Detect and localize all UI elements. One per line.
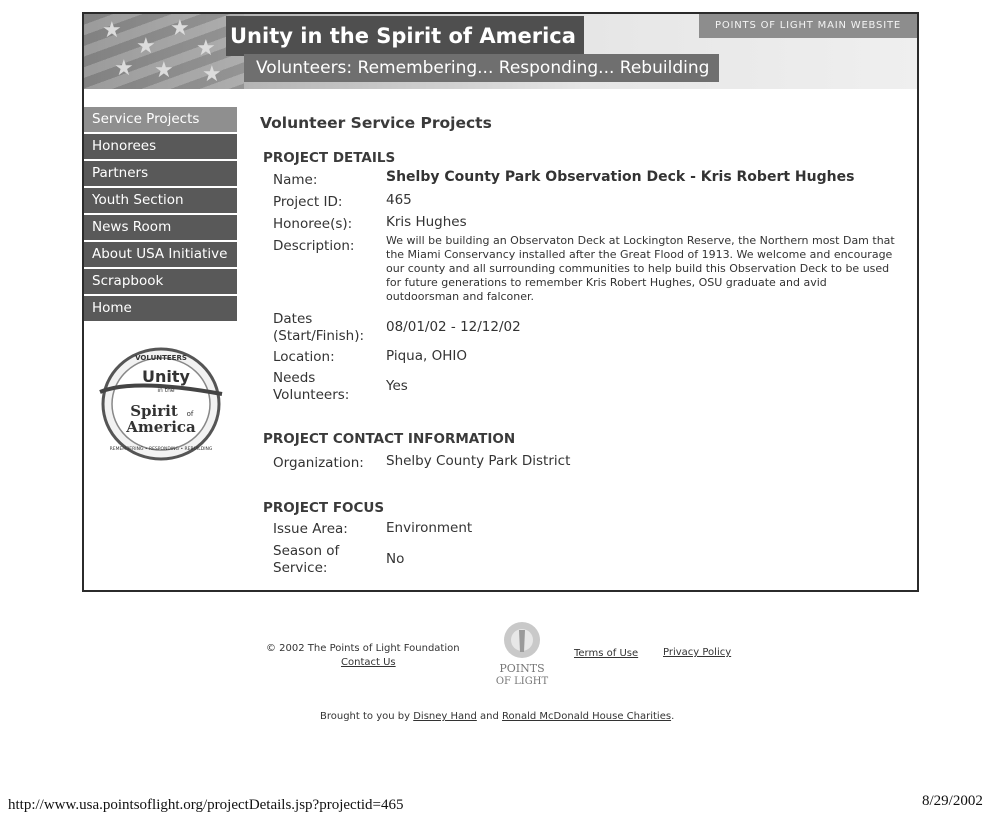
season-label-line1: Season of (273, 543, 340, 559)
seal-bottom-text: REMEMBERING • RESPONDING • REBUILDING (109, 447, 213, 452)
star-icon: ★ (102, 18, 122, 43)
print-date: 8/29/2002 (922, 793, 983, 809)
dates-label-line1: Dates (273, 311, 313, 327)
needs-volunteers-value: Yes (386, 378, 408, 394)
issue-area-label: Issue Area: (273, 521, 348, 537)
season-of-service-value: No (386, 551, 405, 567)
seal-of-text: of (186, 410, 194, 418)
organization-value: Shelby County Park District (386, 453, 571, 469)
sidebar-nav (84, 107, 237, 323)
star-icon: ★ (196, 36, 216, 61)
rmhc-link[interactable]: Ronald McDonald House Charities (502, 711, 672, 722)
disney-hand-link[interactable]: Disney Hand (413, 711, 477, 722)
star-icon: ★ (170, 16, 190, 41)
dates-label-line2: (Start/Finish): (273, 328, 365, 344)
location-value: Piqua, OHIO (386, 348, 467, 364)
season-label-line2: Service: (273, 560, 328, 576)
star-icon: ★ (136, 34, 156, 59)
dates-label (273, 311, 364, 345)
nav-service-projects[interactable]: Service Projects (84, 107, 237, 132)
season-of-service-label (273, 543, 339, 577)
seal-unity-text: Unity (142, 367, 190, 386)
location-label: Location: (273, 349, 335, 365)
seal-america-text: America (126, 418, 196, 436)
unity-seal-logo (94, 344, 229, 464)
nav-home[interactable]: Home (84, 296, 237, 321)
brought-by-text: Brought to you by (320, 711, 411, 722)
contact-info-heading: PROJECT CONTACT INFORMATION (263, 431, 516, 447)
points-of-light-logo (490, 620, 555, 690)
honorees-label: Honoree(s): (273, 216, 353, 232)
site-title: Unity in the Spirit of America (226, 16, 584, 56)
star-icon: ★ (202, 62, 222, 87)
project-focus-heading: PROJECT FOCUS (263, 500, 385, 516)
honorees-value: Kris Hughes (386, 214, 467, 230)
contact-us-link[interactable]: Contact Us (341, 657, 396, 668)
copyright-text: © 2002 The Points of Light Foundation (266, 643, 460, 654)
print-url: http://www.usa.pointsoflight.org/projectDetails.jsp?projectid=465 (8, 797, 404, 813)
pol-logo-line2: OF LIGHT (495, 676, 549, 687)
project-id-value: 465 (386, 192, 412, 208)
project-name: Shelby County Park Observation Deck - Kris Robert Hughes (386, 169, 855, 185)
project-id-label: Project ID: (273, 194, 343, 210)
star-icon: ★ (114, 56, 134, 81)
issue-area-value: Environment (386, 520, 473, 536)
nav-news-room[interactable]: News Room (84, 215, 237, 240)
and-text: and (480, 711, 499, 722)
star-icon: ★ (154, 58, 174, 83)
needs-label-line1: Needs (273, 370, 316, 386)
nav-about-usa-initiative[interactable]: About USA Initiative (84, 242, 237, 267)
nav-scrapbook[interactable]: Scrapbook (84, 269, 237, 294)
pol-logo-line1: POINTS (499, 662, 545, 675)
organization-label: Organization: (273, 455, 364, 471)
seal-top-text: VOLUNTEERS (135, 354, 187, 362)
header-banner (84, 14, 917, 89)
description-label: Description: (273, 238, 355, 254)
needs-volunteers-label (273, 370, 349, 404)
page-frame (82, 12, 919, 592)
nav-honorees[interactable]: Honorees (84, 134, 237, 159)
sponsors-line (320, 711, 674, 722)
name-label: Name: (273, 172, 318, 188)
site-subtitle: Volunteers: Remembering... Responding... Rebuilding (244, 54, 719, 82)
privacy-policy-link[interactable]: Privacy Policy (663, 647, 732, 658)
seal-spirit-text: Spirit (130, 402, 178, 420)
project-details-heading: PROJECT DETAILS (263, 150, 396, 166)
seal-inthe-text: in the (157, 387, 175, 394)
dates-value: 08/01/02 - 12/12/02 (386, 319, 521, 335)
description-value: We will be building an Observaton Deck at Lockington Reserve, the Northern most Dam that the Miami Conservancy installed after the Great Flood of 1913. We welcome and encourage our county and all surrounding communities to help build this Observation Deck to be used for future generations to remember Kris Robert Hughes, OSU graduate and avid outdoorsman and falconer. (386, 234, 895, 303)
nav-youth-section[interactable]: Youth Section (84, 188, 237, 213)
nav-partners[interactable]: Partners (84, 161, 237, 186)
needs-label-line2: Volunteers: (273, 387, 350, 403)
terms-of-use-link[interactable]: Terms of Use (574, 648, 639, 659)
main-website-link[interactable]: POINTS OF LIGHT MAIN WEBSITE (699, 14, 917, 38)
period-text: . (671, 711, 675, 722)
page-title: Volunteer Service Projects (260, 114, 492, 132)
